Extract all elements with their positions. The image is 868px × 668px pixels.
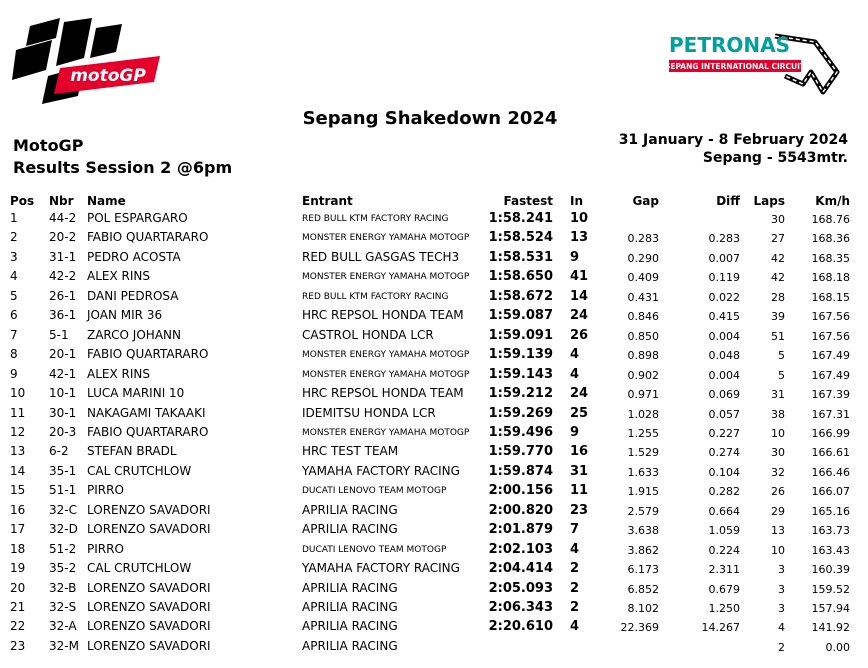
- cell-laps: 5: [778, 368, 785, 382]
- cell-nbr: 20-2: [49, 230, 77, 245]
- cell-pos: 22: [10, 619, 26, 634]
- cell-entrant: MONSTER ENERGY YAMAHA MOTOGP: [302, 350, 470, 361]
- cell-gap: 1.255: [627, 426, 659, 440]
- cell-gap: 0.409: [627, 271, 659, 285]
- cell-gap: 6.852: [627, 582, 659, 596]
- cell-laps: 30: [771, 213, 785, 226]
- cell-gap: 22.369: [620, 621, 659, 635]
- cell-nbr: 42-1: [49, 366, 77, 381]
- cell-laps: 42: [771, 251, 785, 265]
- table-row: [0, 442, 868, 461]
- cell-fastest: 1:58.531: [488, 249, 553, 265]
- col-kmh: Km/h: [815, 194, 850, 208]
- cell-pos: 12: [10, 424, 26, 439]
- col-laps: Laps: [753, 194, 785, 208]
- cell-name: PEDRO ACOSTA: [87, 249, 181, 264]
- table-row: [0, 637, 868, 656]
- cell-diff: 0.224: [708, 543, 740, 557]
- cell-name: POL ESPARGARO: [87, 211, 188, 225]
- cell-entrant: CASTROL HONDA LCR: [302, 327, 434, 342]
- cell-gap: 1.529: [627, 446, 659, 460]
- petronas-sepang-logo: [665, 26, 845, 98]
- cell-laps: 2: [778, 640, 785, 654]
- cell-pos: 21: [10, 600, 26, 614]
- cell-fastest: 1:59.143: [488, 366, 553, 382]
- svg-text:PETRONAS: PETRONAS: [669, 33, 790, 57]
- cell-in: 10: [570, 211, 589, 226]
- cell-nbr: 31-1: [49, 249, 77, 264]
- cell-in: 4: [570, 366, 580, 382]
- cell-diff: 0.004: [708, 368, 740, 382]
- cell-pos: 4: [10, 269, 18, 284]
- cell-fastest: 1:58.672: [488, 288, 553, 304]
- cell-nbr: 10-1: [49, 386, 77, 401]
- cell-in: 31: [570, 463, 589, 479]
- cell-name: PIRRO: [87, 483, 124, 498]
- cell-laps: 51: [771, 329, 785, 343]
- table-row: [0, 384, 868, 403]
- cell-gap: 0.902: [627, 368, 659, 382]
- cell-name: FABIO QUARTARARO: [87, 347, 209, 362]
- cell-in: 4: [570, 541, 580, 557]
- cell-pos: 20: [10, 580, 26, 595]
- cell-laps: 31: [771, 388, 785, 402]
- table-row: [0, 423, 868, 442]
- cell-fastest: 2:20.610: [488, 619, 553, 635]
- table-row: [0, 617, 868, 636]
- cell-fastest: 1:58.524: [488, 230, 553, 246]
- cell-laps: 5: [778, 349, 785, 363]
- cell-pos: 13: [10, 444, 26, 459]
- cell-kmh: 168.15: [811, 290, 850, 304]
- cell-fastest: 2:02.103: [488, 541, 553, 557]
- cell-diff: 0.664: [708, 504, 740, 518]
- table-row: [0, 579, 868, 598]
- cell-fastest: 2:00.820: [488, 502, 553, 518]
- cell-pos: 5: [10, 288, 18, 303]
- cell-gap: 0.898: [627, 349, 659, 363]
- cell-in: 25: [570, 405, 589, 421]
- event-dates: 31 January - 8 February 2024: [618, 132, 848, 148]
- cell-fastest: 2:04.414: [488, 561, 553, 577]
- table-row: [0, 481, 868, 500]
- cell-fastest: 1:59.139: [488, 347, 553, 363]
- cell-pos: 10: [10, 386, 26, 401]
- cell-fastest: 1:59.874: [488, 463, 553, 479]
- cell-entrant: MONSTER ENERGY YAMAHA MOTOGP: [302, 233, 470, 244]
- cell-diff: 0.007: [708, 251, 740, 265]
- cell-kmh: 166.46: [811, 465, 850, 479]
- cell-fastest: 1:58.650: [488, 269, 553, 285]
- table-row: [0, 306, 868, 325]
- cell-entrant: RED BULL GASGAS TECH3: [302, 249, 460, 264]
- cell-kmh: 165.16: [811, 504, 850, 518]
- cell-nbr: 6-2: [49, 444, 69, 459]
- cell-gap: 3.638: [627, 524, 659, 538]
- cell-laps: 28: [771, 290, 785, 304]
- cell-pos: 3: [10, 249, 18, 264]
- cell-name: LORENZO SAVADORI: [87, 502, 211, 517]
- cell-kmh: 166.61: [811, 446, 850, 460]
- cell-kmh: 168.36: [811, 232, 850, 246]
- cell-entrant: IDEMITSU HONDA LCR: [302, 405, 436, 420]
- cell-fastest: 1:59.770: [488, 444, 553, 460]
- cell-entrant: APRILIA RACING: [302, 580, 398, 595]
- cell-in: 13: [570, 230, 589, 246]
- cell-diff: 0.274: [708, 446, 740, 460]
- cell-entrant: YAMAHA FACTORY RACING: [302, 463, 460, 478]
- cell-diff: 0.104: [708, 465, 740, 479]
- page-title: Sepang Shakedown 2024: [302, 108, 558, 129]
- cell-nbr: 32-S: [49, 600, 77, 614]
- cell-name: PIRRO: [87, 541, 124, 556]
- cell-fastest: 1:59.087: [488, 308, 553, 324]
- cell-kmh: 168.76: [811, 213, 850, 226]
- cell-entrant: APRILIA RACING: [302, 522, 398, 537]
- cell-in: 4: [570, 347, 580, 363]
- cell-pos: 18: [10, 541, 26, 556]
- cell-name: LORENZO SAVADORI: [87, 580, 211, 595]
- cell-gap: 0.846: [627, 310, 659, 324]
- cell-entrant: RED BULL KTM FACTORY RACING: [302, 291, 449, 302]
- cell-kmh: 160.39: [811, 563, 850, 577]
- cell-name: LUCA MARINI 10: [87, 386, 185, 401]
- cell-pos: 23: [10, 638, 26, 653]
- table-row: [0, 501, 868, 520]
- cell-pos: 1: [10, 211, 18, 225]
- cell-name: JOAN MIR 36: [87, 308, 163, 323]
- cell-laps: 30: [771, 446, 785, 460]
- cell-fastest: 1:59.496: [488, 424, 553, 440]
- cell-nbr: 36-1: [49, 308, 77, 323]
- cell-kmh: 168.35: [811, 251, 850, 265]
- cell-diff: 2.311: [708, 563, 740, 577]
- cell-laps: 27: [771, 232, 785, 246]
- table-row: [0, 287, 868, 306]
- cell-pos: 11: [10, 405, 26, 420]
- cell-entrant: HRC REPSOL HONDA TEAM: [302, 386, 464, 401]
- cell-fastest: 1:59.212: [488, 386, 553, 402]
- cell-fastest: 2:01.879: [488, 522, 553, 538]
- cell-kmh: 167.56: [811, 329, 850, 343]
- cell-pos: 6: [10, 308, 18, 323]
- session-name: Results Session 2 @6pm: [13, 158, 233, 177]
- cell-in: 11: [570, 483, 589, 499]
- cell-diff: 0.048: [708, 349, 740, 363]
- cell-name: ALEX RINS: [87, 366, 150, 381]
- cell-pos: 2: [10, 230, 18, 245]
- cell-name: LORENZO SAVADORI: [87, 600, 211, 614]
- cell-name: FABIO QUARTARARO: [87, 230, 209, 245]
- table-row: [0, 404, 868, 423]
- cell-pos: 14: [10, 463, 26, 478]
- cell-name: CAL CRUTCHLOW: [87, 463, 192, 478]
- cell-in: 14: [570, 288, 589, 304]
- svg-text:SEPANG INTERNATIONAL CIRCUIT: SEPANG INTERNATIONAL CIRCUIT: [665, 62, 806, 71]
- col-entrant: Entrant: [302, 194, 353, 208]
- motogp-logo: [12, 18, 162, 104]
- col-in: In: [570, 194, 584, 208]
- svg-text:motoGP: motoGP: [70, 66, 146, 86]
- cell-entrant: APRILIA RACING: [302, 502, 398, 517]
- cell-nbr: 42-2: [49, 269, 77, 284]
- cell-kmh: 163.73: [811, 524, 850, 538]
- cell-kmh: 167.31: [811, 407, 850, 421]
- cell-diff: 0.679: [708, 582, 740, 596]
- col-gap: Gap: [632, 194, 659, 208]
- cell-laps: 29: [771, 504, 785, 518]
- cell-nbr: 51-2: [49, 541, 77, 556]
- cell-entrant: HRC REPSOL HONDA TEAM: [302, 308, 464, 323]
- cell-gap: 6.173: [627, 563, 659, 577]
- cell-laps: 38: [771, 407, 785, 421]
- cell-diff: 1.059: [708, 524, 740, 538]
- cell-entrant: YAMAHA FACTORY RACING: [302, 561, 460, 576]
- table-row: [0, 462, 868, 481]
- cell-kmh: 168.18: [811, 271, 850, 285]
- table-row: [0, 598, 868, 617]
- cell-name: DANI PEDROSA: [87, 288, 179, 303]
- cell-laps: 10: [771, 543, 785, 557]
- col-pos: Pos: [10, 194, 35, 208]
- cell-kmh: 167.49: [811, 349, 850, 363]
- cell-nbr: 35-1: [49, 463, 77, 478]
- cell-nbr: 32-B: [49, 580, 77, 595]
- cell-pos: 9: [10, 366, 18, 381]
- cell-gap: 1.633: [627, 465, 659, 479]
- cell-kmh: 157.94: [811, 602, 850, 615]
- table-row: [0, 326, 868, 345]
- cell-diff: 0.283: [708, 232, 740, 246]
- cell-kmh: 163.43: [811, 543, 850, 557]
- cell-nbr: 26-1: [49, 288, 77, 303]
- cell-gap: 8.102: [627, 602, 659, 615]
- cell-entrant: DUCATI LENOVO TEAM MOTOGP: [302, 544, 447, 555]
- cell-diff: 0.057: [708, 407, 740, 421]
- cell-fastest: 2:06.343: [488, 600, 553, 615]
- cell-in: 23: [570, 502, 589, 518]
- cell-name: ALEX RINS: [87, 269, 150, 284]
- cell-pos: 17: [10, 522, 26, 537]
- cell-kmh: 0.00: [825, 640, 850, 654]
- cell-entrant: MONSTER ENERGY YAMAHA MOTOGP: [302, 427, 470, 438]
- cell-kmh: 166.07: [811, 485, 850, 499]
- venue-info: Sepang - 5543mtr.: [702, 150, 848, 166]
- cell-name: FABIO QUARTARARO: [87, 424, 209, 439]
- cell-laps: 39: [771, 310, 785, 324]
- cell-kmh: 159.52: [811, 582, 850, 596]
- cell-pos: 19: [10, 561, 26, 576]
- cell-nbr: 5-1: [49, 327, 69, 342]
- cell-in: 9: [570, 424, 580, 440]
- table-row: [0, 559, 868, 578]
- cell-laps: 3: [778, 582, 785, 596]
- cell-gap: 0.850: [627, 329, 659, 343]
- cell-laps: 26: [771, 485, 785, 499]
- cell-in: 2: [570, 561, 580, 577]
- cell-fastest: 2:00.156: [488, 483, 553, 499]
- cell-laps: 13: [771, 524, 785, 538]
- cell-entrant: HRC TEST TEAM: [302, 444, 399, 459]
- cell-pos: 15: [10, 483, 26, 498]
- table-row: [0, 540, 868, 559]
- table-row: [0, 248, 868, 267]
- cell-name: NAKAGAMI TAKAAKI: [87, 405, 206, 420]
- cell-in: 9: [570, 249, 580, 265]
- cell-gap: 0.290: [627, 251, 659, 265]
- cell-pos: 16: [10, 502, 26, 517]
- table-row: [0, 267, 868, 286]
- cell-in: 7: [570, 522, 580, 538]
- cell-diff: 0.282: [708, 485, 740, 499]
- cell-name: LORENZO SAVADORI: [87, 638, 211, 653]
- cell-nbr: 44-2: [49, 211, 77, 225]
- cell-gap: 1.915: [627, 485, 659, 499]
- cell-pos: 8: [10, 347, 18, 362]
- cell-diff: 0.004: [708, 329, 740, 343]
- cell-entrant: APRILIA RACING: [302, 619, 398, 634]
- cell-gap: 0.431: [627, 290, 659, 304]
- cell-diff: 0.022: [708, 290, 740, 304]
- cell-gap: 0.283: [627, 232, 659, 246]
- cell-name: LORENZO SAVADORI: [87, 619, 211, 634]
- cell-in: 24: [570, 308, 589, 324]
- cell-fastest: 1:59.269: [488, 405, 553, 421]
- cell-in: 26: [570, 327, 589, 343]
- cell-laps: 3: [778, 602, 785, 615]
- col-diff: Diff: [716, 194, 740, 208]
- cell-diff: 0.227: [708, 426, 740, 440]
- cell-in: 16: [570, 444, 589, 460]
- cell-gap: 0.971: [627, 388, 659, 402]
- cell-fastest: 1:58.241: [488, 211, 553, 226]
- cell-in: 2: [570, 580, 580, 596]
- col-fastest: Fastest: [503, 194, 553, 208]
- cell-entrant: DUCATI LENOVO TEAM MOTOGP: [302, 486, 447, 497]
- cell-fastest: 1:59.091: [488, 327, 553, 343]
- cell-entrant: MONSTER ENERGY YAMAHA MOTOGP: [302, 369, 470, 380]
- cell-kmh: 167.56: [811, 310, 850, 324]
- cell-nbr: 35-2: [49, 561, 77, 576]
- table-row: [0, 365, 868, 384]
- cell-name: STEFAN BRADL: [87, 444, 177, 459]
- cell-laps: 3: [778, 563, 785, 577]
- cell-laps: 32: [771, 465, 785, 479]
- cell-in: 41: [570, 269, 589, 285]
- cell-kmh: 166.99: [811, 426, 850, 440]
- cell-name: ZARCO JOHANN: [87, 327, 181, 342]
- cell-in: 24: [570, 386, 589, 402]
- cell-kmh: 167.39: [811, 388, 850, 402]
- cell-gap: 3.862: [627, 543, 659, 557]
- cell-name: LORENZO SAVADORI: [87, 522, 211, 537]
- cell-nbr: 20-3: [49, 424, 77, 439]
- table-row: [0, 345, 868, 364]
- cell-nbr: 32-C: [49, 502, 77, 517]
- cell-gap: 2.579: [627, 504, 659, 518]
- cell-in: 4: [570, 619, 580, 635]
- cell-entrant: MONSTER ENERGY YAMAHA MOTOGP: [302, 272, 470, 283]
- col-name: Name: [87, 194, 126, 208]
- cell-diff: 0.415: [708, 310, 740, 324]
- table-row: [0, 209, 868, 228]
- cell-nbr: 20-1: [49, 347, 77, 362]
- cell-fastest: 2:05.093: [488, 580, 553, 596]
- cell-entrant: RED BULL KTM FACTORY RACING: [302, 214, 449, 224]
- cell-gap: 1.028: [627, 407, 659, 421]
- cell-nbr: 30-1: [49, 405, 77, 420]
- cell-diff: 14.267: [701, 621, 740, 635]
- cell-diff: 0.119: [708, 271, 740, 285]
- cell-kmh: 167.49: [811, 368, 850, 382]
- cell-nbr: 51-1: [49, 483, 77, 498]
- class-name: MotoGP: [13, 136, 84, 155]
- col-nbr: Nbr: [49, 194, 74, 208]
- cell-name: CAL CRUTCHLOW: [87, 561, 192, 576]
- cell-laps: 4: [778, 621, 785, 635]
- cell-laps: 10: [771, 426, 785, 440]
- cell-in: 2: [570, 600, 580, 615]
- cell-diff: 0.069: [708, 388, 740, 402]
- table-row: [0, 520, 868, 539]
- cell-pos: 7: [10, 327, 18, 342]
- cell-diff: 1.250: [708, 602, 740, 615]
- cell-entrant: APRILIA RACING: [302, 638, 398, 653]
- table-row: [0, 228, 868, 247]
- cell-kmh: 141.92: [811, 621, 850, 635]
- cell-entrant: APRILIA RACING: [302, 600, 398, 614]
- cell-nbr: 32-M: [49, 638, 79, 653]
- cell-nbr: 32-A: [49, 619, 77, 634]
- cell-laps: 42: [771, 271, 785, 285]
- cell-nbr: 32-D: [49, 522, 78, 537]
